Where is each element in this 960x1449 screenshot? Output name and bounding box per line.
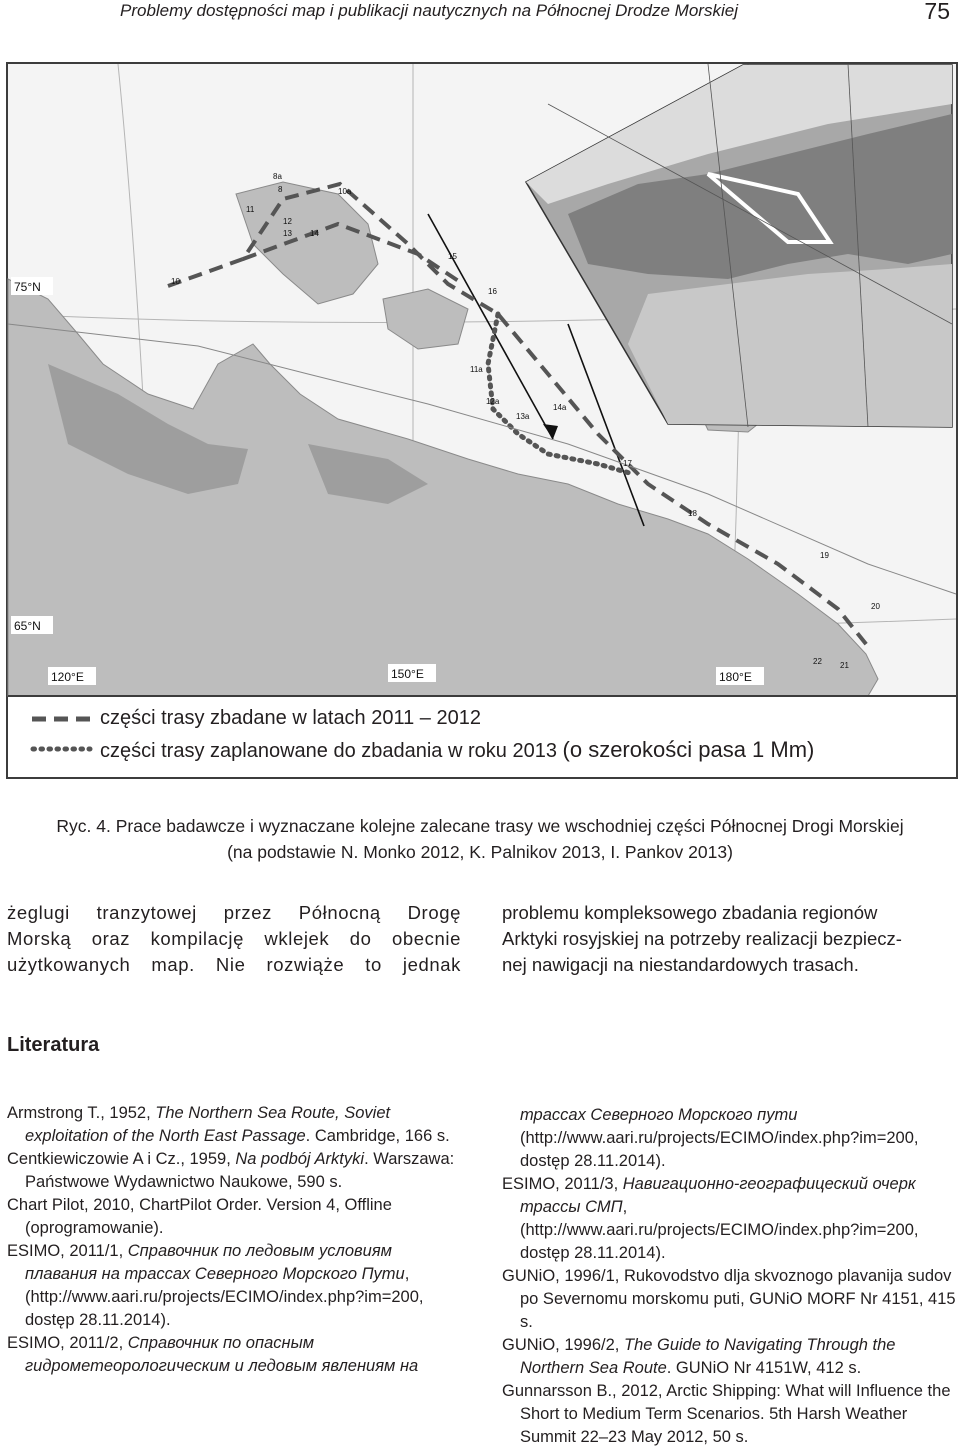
ref-title: Na podbój Arktyki [235,1150,365,1168]
point-label: 19 [820,551,829,560]
lat-label-65: 65°N [14,619,41,633]
ref-text: GUNiO, 1996/2, [502,1336,624,1354]
ref-text: , (http://www.aari.ru/projects/ECIMO/index.php?im=200, dostęp 28.11.2014). [520,1198,919,1262]
ref-text: ESIMO, 2011/1, [7,1242,128,1260]
point-label: 15 [448,252,457,261]
reference-entry [502,1380,956,1449]
point-label: 12a [486,397,500,406]
running-title: Problemy dostępności map i publikacji nautycznych na Północnej Drodze Morskiej [120,1,738,20]
point-label: 8 [278,185,283,194]
reference-entry [7,1148,461,1194]
reference-continuation [502,1104,956,1173]
point-label: 16 [488,287,497,296]
ref-text: (http://www.aari.ru/projects/ECIMO/index.php?im=200, dostęp 28.11.2014). [520,1129,919,1170]
point-label: 8a [273,172,282,181]
references-right [502,1104,956,1449]
body-line: Arktyki rosyjskiej na potrzeby realizacji bezpiecz- [502,928,902,949]
legend-row-dotted [30,737,930,767]
body-line: problemu kompleksowego zbadania regionów [502,902,878,923]
dashed-line-swatch [30,713,92,725]
ref-text: ESIMO, 2011/3, [502,1175,623,1193]
point-label: 18 [688,509,697,518]
literature-heading: Literatura [7,1034,100,1056]
reference-entry [502,1173,956,1265]
reference-entry [7,1194,461,1240]
caption-line-2: (na podstawie N. Monko 2012, K. Palnikov 2013, I. Pankov 2013) [227,842,733,862]
ref-text: , (http://www.aari.ru/projects/ECIMO/index.php?im=200, dostęp 28.11.2014). [25,1265,424,1329]
ref-text: . GUNiO Nr 4151W, 412 s. [666,1359,862,1377]
ref-text: Gunnarsson B., 2012, Arctic Shipping: What will Influence the Short to Medium Term Scenarios. 5th Harsh Weather Summit 22–23 May 2012, 50 s. [502,1382,951,1446]
point-label: 12 [283,217,292,226]
ref-title: Справочник по опасным гидрометеорологическим и ледовым явлениям на [25,1334,419,1375]
lat-label-75: 75°N [14,280,41,294]
body-line: żeglugi tranzytowej przez Północną Drogę [7,902,461,923]
legend-dashed-label: części trasy zbadane w latach 2011 – 2012 [100,707,481,729]
ref-text: . Warszawa: Państwowe Wydawnictwo Naukowe, 590 s. [25,1150,455,1191]
reference-entry [7,1240,461,1332]
body-right-column [502,900,954,978]
point-label: 13a [516,412,530,421]
point-label: 21 [840,661,849,670]
route-map [8,64,956,777]
legend-row-dashed [30,707,930,737]
body-line: użytkowanych map. Nie rozwiąże to jednak [7,954,461,975]
body-left-column [7,900,461,978]
point-label: 10 [171,277,180,286]
point-label: 20 [871,602,880,611]
lon-label-120: 120°E [51,670,84,684]
ref-text: Centkiewiczowie A i Cz., 1959, [7,1150,236,1168]
caption-line-1: Ryc. 4. Prace badawcze i wyznaczane kolejne zalecane trasy we wschodniej części Północnej Drogi Morskiej [56,816,904,836]
running-head [0,0,960,30]
references-left [7,1102,461,1378]
point-label: 11a [470,365,483,374]
body-line: Morską oraz kompilację wklejek do obecnie [7,928,461,949]
point-label: 14a [553,403,567,412]
ref-title: трассах Северного Морского пути [520,1106,798,1124]
reference-entry [7,1102,461,1148]
point-label: 14 [310,229,319,238]
reference-entry [502,1334,956,1380]
map-legend [30,707,930,767]
reference-entry [502,1265,956,1334]
lon-label-150: 150°E [391,667,424,681]
point-label: 13 [283,229,292,238]
point-label: 11 [246,205,255,214]
body-line: nej nawigacji na niestandardowych trasach. [502,954,859,975]
lon-label-180: 180°E [719,670,752,684]
ref-title: The Guide to Navigating Through the Northern Sea Route [520,1336,896,1377]
figure-caption [0,813,960,865]
point-label: 10a [338,187,352,196]
ref-text: Armstrong T., 1952, [7,1104,156,1122]
point-label: 22 [813,657,822,666]
figure-frame [6,62,958,779]
ref-title: Справочник по ледовым условиям плавания на трассах Северного Морского Пути [25,1242,405,1283]
lake [314,349,342,369]
reference-entry [7,1332,461,1378]
ref-text: . Cambridge, 166 s. [305,1127,450,1145]
ref-text: ESIMO, 2011/2, [7,1334,128,1352]
legend-dotted-note: (o szerokości pasa 1 Mm) [562,737,815,762]
ref-title: Навигационно-географицеский очерк трассы СМП [520,1175,916,1216]
dotted-line-swatch [30,743,92,755]
legend-dotted-text [100,737,814,763]
ref-title: The Northern Sea Route, Soviet exploitation of the North East Passage [25,1104,391,1145]
ref-text: GUNiO, 1996/1, Rukovodstvo dlja skvoznogo plavanija sudov po Severnomu morskomu puti, GUNiO MORF Nr 4151, 415 s. [502,1267,956,1331]
page-number: 75 [924,0,950,24]
ref-text: Chart Pilot, 2010, ChartPilot Order. Version 4, Offline (oprogramowanie). [7,1196,392,1237]
legend-dotted-label: części trasy zaplanowane do zbadania w roku 2013 [100,740,557,762]
point-label: 17 [623,459,632,468]
